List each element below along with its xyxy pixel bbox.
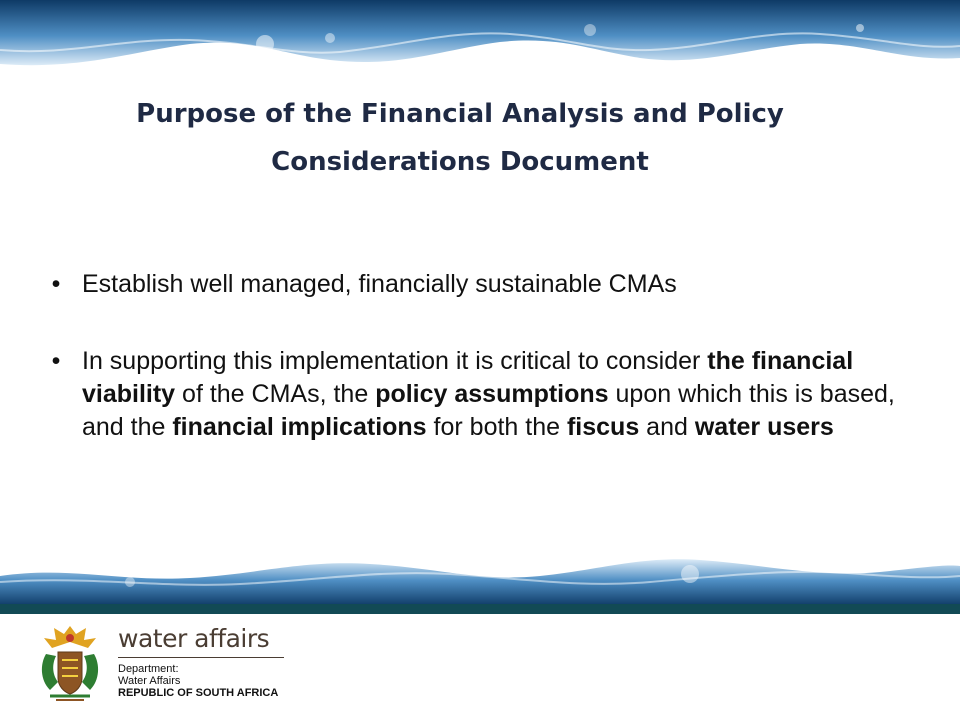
bullet-text-bold: financial implications <box>172 413 427 441</box>
slide-title-line-1: Purpose of the Financial Analysis and Policy <box>136 99 784 129</box>
slide-title <box>90 90 830 186</box>
water-affairs-logo <box>36 620 336 710</box>
logo-country: REPUBLIC OF SOUTH AFRICA <box>118 687 279 699</box>
bullet-text: Establish well managed, financially sustainable CMAs <box>82 270 677 298</box>
bullet-list <box>44 268 924 488</box>
water-splash-top-banner <box>0 0 960 90</box>
logo-department-label: Department: <box>118 663 179 675</box>
logo-department-name: Water Affairs <box>118 675 181 687</box>
logo-divider <box>118 657 284 658</box>
bullet-item <box>44 268 924 301</box>
logo-title: water affairs <box>118 624 270 653</box>
coat-of-arms-icon <box>36 620 104 704</box>
slide-title-line-2: Considerations Document <box>271 147 649 177</box>
bullet-text-normal: upon which this is based, and the <box>82 380 895 441</box>
bullet-text-normal: for both the <box>426 413 567 441</box>
bullet-marker: • <box>51 347 61 375</box>
bullet-text-normal: In supporting this implementation it is critical to consider <box>82 347 708 375</box>
bullet-marker: • <box>51 270 61 298</box>
water-splash-bottom-band <box>0 548 960 614</box>
bullet-text-bold: the financial viability <box>82 347 854 408</box>
bullet-item <box>44 345 924 444</box>
bullet-text-bold: policy assumptions <box>375 380 609 408</box>
bullet-text-bold: water users <box>694 413 834 441</box>
bullet-text-bold: fiscus <box>566 413 640 441</box>
bullet-text-normal: and <box>639 413 695 441</box>
bullet-text-normal: of the CMAs, the <box>175 380 376 408</box>
